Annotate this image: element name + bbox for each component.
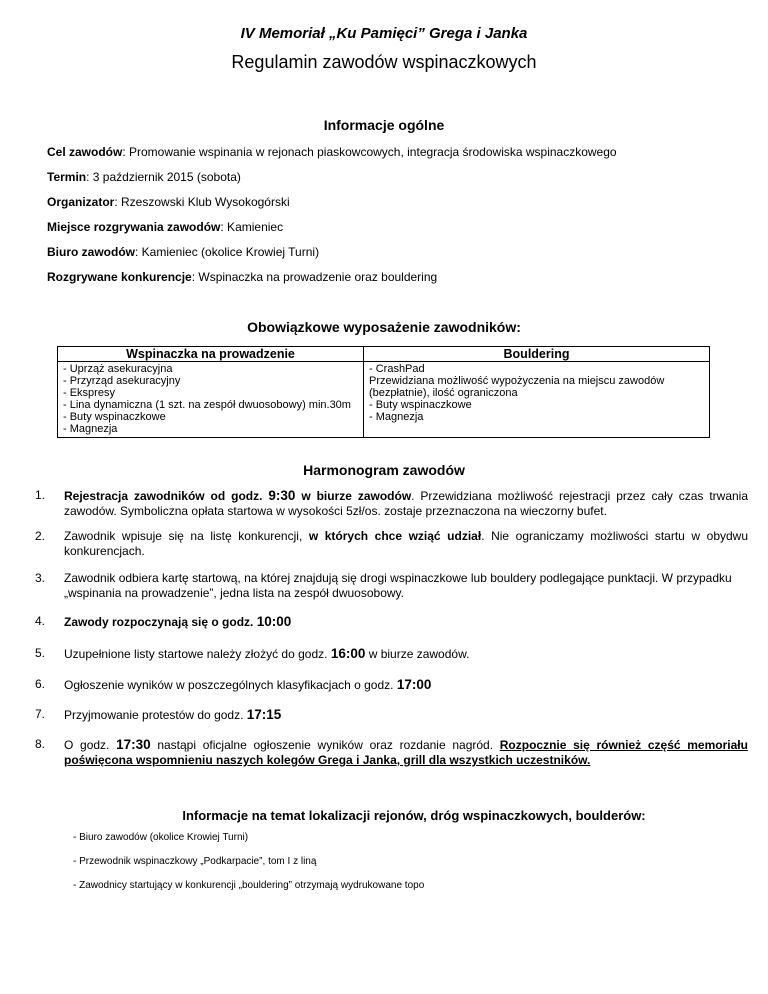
info-value: : Kamieniec (okolice Krowiej Turni) [135, 245, 320, 259]
general-info-heading: Informacje ogólne [323, 117, 445, 133]
equipment-item: - Przyrząd asekuracyjny [63, 375, 181, 387]
item-time: 17:30 [116, 737, 151, 752]
info-date [47, 170, 241, 184]
info-label: Rozgrywane konkurencje [47, 270, 192, 284]
info-goal [47, 145, 617, 159]
info-value: : Kamieniec [220, 220, 284, 234]
item-text: Zawodnik wpisuje się na listę konkurencji, [64, 529, 303, 543]
info-value: : 3 październik 2015 (sobota) [86, 170, 241, 184]
item-text: Zawodnik odbiera kartę startową, na której znajdują się drogi wspinaczkowe lub bouldery podlegające punktacji. W przypadku „wspinania na prowadzenie”, jedna lista na zespół dwuosobowy. [64, 571, 732, 600]
item-time: 9:30 [268, 488, 296, 503]
item-bold: Rejestracja zawodników od godz. [64, 489, 263, 503]
item-text: . Nie ograniczamy możliwości startu w obydwu konkurencjach. [64, 529, 749, 558]
item-number: 2. [35, 529, 46, 543]
equipment-item: - Ekspresy [63, 387, 115, 399]
equipment-lead-header: Wspinaczka na prowadzenie [58, 347, 364, 362]
item-time: 17:15 [246, 707, 282, 722]
equipment-lead-cell [58, 362, 364, 438]
equipment-item: - Uprząż asekuracyjna [63, 363, 173, 375]
location-item: - Biuro zawodów (okolice Krowiej Turni) [73, 832, 249, 843]
equipment-table [57, 346, 710, 438]
equipment-heading: Obowiązkowe wyposażenie zawodników: [247, 319, 521, 335]
item-text: O godz. [64, 738, 110, 752]
item-text: nastąpi oficjalne ogłoszenie wyników oraz rozdanie nagród. [157, 738, 494, 752]
info-label: Organizator [47, 195, 115, 209]
equipment-item: - Buty wspinaczkowe [369, 399, 472, 411]
item-text: . Przewidziana możliwość rejestracji przez cały czas trwania zawodów. Symboliczna opłata startowa w wysokości 5zł/os. zostaje przeznaczona na wieczorny bufet. [64, 489, 749, 518]
info-value: : Rzeszowski Klub Wysokogórski [114, 195, 290, 209]
info-label: Cel zawodów [47, 145, 123, 159]
document-title: IV Memoriał „Ku Pamięci” Grega i Janka [240, 25, 528, 42]
info-label: Miejsce rozgrywania zawodów [47, 220, 221, 234]
item-number: 8. [35, 737, 46, 751]
info-organizer [47, 195, 290, 209]
item-text: Przyjmowanie protestów do godz. [64, 708, 244, 722]
equipment-item: - Magnezja [369, 411, 424, 423]
item-number: 5. [35, 646, 46, 660]
item-bold: Zawody rozpoczynają się o godz. [64, 615, 254, 629]
item-number: 6. [35, 677, 46, 691]
item-number: 4. [35, 614, 46, 628]
equipment-item: - CrashPad [369, 363, 425, 375]
location-item: - Zawodnicy startujący w konkurencji „bouldering” otrzymają wydrukowane topo [73, 880, 425, 891]
info-value: : Promowanie wspinania w rejonach piaskowcowych, integracja środowiska wspinaczkowego [122, 145, 617, 159]
item-bold: w biurze zawodów [301, 489, 412, 503]
item-text: Uzupełnione listy startowe należy złożyć do godz. [64, 647, 328, 661]
equipment-item: Przewidziana możliwość wypożyczenia na miejscu zawodów [369, 375, 665, 387]
item-time: 17:00 [396, 677, 432, 692]
equipment-boulder-header: Bouldering [364, 347, 710, 362]
equipment-item: - Lina dynamiczna (1 szt. na zespół dwuosobowy) min.30m [63, 399, 351, 411]
item-bold: w których chce wziąć udział [308, 529, 482, 543]
info-label: Termin [47, 170, 87, 184]
location-heading: Informacje na temat lokalizacji rejonów, dróg wspinaczkowych, boulderów: [182, 808, 646, 823]
item-text: Ogłoszenie wyników w poszczególnych klasyfikacjach o godz. [64, 678, 394, 692]
info-venue [47, 220, 283, 234]
item-number: 7. [35, 707, 46, 721]
equipment-boulder-cell [364, 362, 710, 438]
equipment-item: - Buty wspinaczkowe [63, 411, 166, 423]
item-text: w biurze zawodów. [368, 647, 470, 661]
item-number: 1. [35, 488, 46, 502]
info-label: Biuro zawodów [47, 245, 135, 259]
item-time: 10:00 [256, 614, 292, 629]
info-value: : Wspinaczka na prowadzenie oraz bouldering [191, 270, 438, 284]
equipment-item: - Magnezja [63, 423, 118, 435]
item-underlined: Rozpocznie się również część memoriału poświęcona wspomnieniu naszych kolegów Grega i Janka, grill dla wszystkich uczestników. [64, 738, 748, 767]
info-competitions [47, 270, 437, 284]
schedule-heading: Harmonogram zawodów [303, 462, 465, 478]
equipment-item: (bezpłatnie), ilość ograniczona [369, 387, 518, 399]
item-number: 3. [35, 571, 46, 585]
document-subtitle: Regulamin zawodów wspinaczkowych [231, 52, 537, 72]
info-office [47, 245, 319, 259]
location-item: - Przewodnik wspinaczkowy „Podkarpacie”, tom I z liną [73, 856, 317, 867]
item-time: 16:00 [330, 646, 366, 661]
